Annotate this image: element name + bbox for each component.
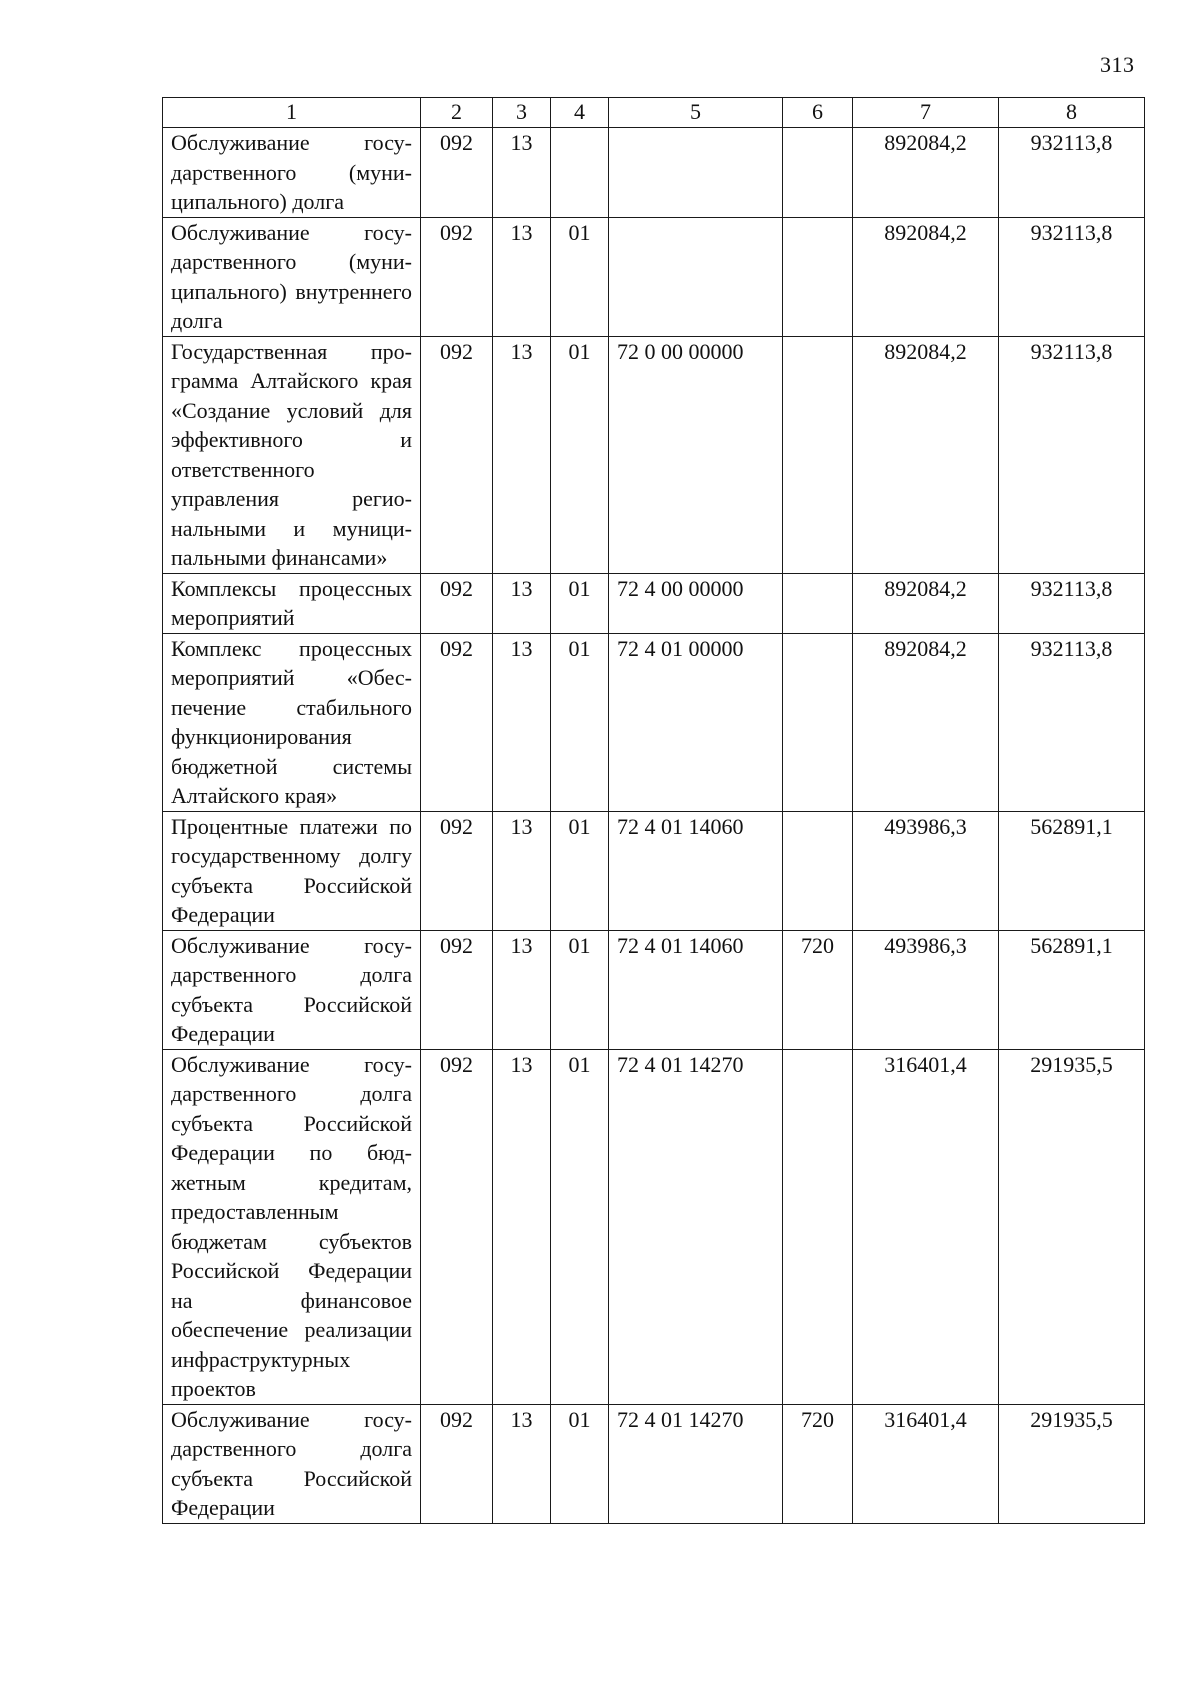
table-row: [163, 633, 1145, 811]
cell-subsection: 01: [551, 633, 609, 811]
cell-amount-1: 316401,4: [853, 1404, 999, 1523]
row-name: Государственная программа Алтайского края «Создание условий для эффективного и ответственного управления региональными и муниципальными финансами»: [163, 336, 421, 573]
cell-subsection: 01: [551, 930, 609, 1049]
cell-target-article: 72 0 00 00000: [609, 336, 783, 573]
header-col-2: 2: [421, 98, 493, 128]
cell-amount-1: 493986,3: [853, 811, 999, 930]
cell-amount-1: 316401,4: [853, 1049, 999, 1404]
page-number: 313: [1100, 52, 1135, 77]
table-row: [163, 128, 1145, 218]
row-name: Обслуживание государственного (муниципального) внутреннего долга: [163, 217, 421, 336]
cell-admin-code: 092: [421, 811, 493, 930]
header-col-5: 5: [609, 98, 783, 128]
table-row: [163, 336, 1145, 573]
cell-subsection: 01: [551, 336, 609, 573]
cell-admin-code: 092: [421, 336, 493, 573]
cell-amount-1: 892084,2: [853, 128, 999, 218]
cell-amount-2: 291935,5: [999, 1049, 1145, 1404]
cell-section: 13: [493, 573, 551, 633]
header-col-7: 7: [853, 98, 999, 128]
row-name: Обслуживание государственного долга субъекта Российской Федерации: [163, 930, 421, 1049]
cell-target-article: 72 4 01 14270: [609, 1404, 783, 1523]
cell-expense-type: 720: [783, 930, 853, 1049]
cell-target-article: [609, 217, 783, 336]
cell-admin-code: 092: [421, 1049, 493, 1404]
cell-expense-type: [783, 128, 853, 218]
cell-admin-code: 092: [421, 128, 493, 218]
cell-section: 13: [493, 1404, 551, 1523]
cell-amount-2: 562891,1: [999, 811, 1145, 930]
cell-target-article: 72 4 01 14060: [609, 930, 783, 1049]
cell-expense-type: 720: [783, 1404, 853, 1523]
cell-admin-code: 092: [421, 930, 493, 1049]
cell-amount-1: 892084,2: [853, 336, 999, 573]
cell-amount-2: 932113,8: [999, 336, 1145, 573]
row-name: Комплекс процессных мероприятий «Обеспечение стабильного функционирования бюджетной системы Алтайского края»: [163, 633, 421, 811]
cell-admin-code: 092: [421, 633, 493, 811]
row-name: Обслуживание государственного (муниципального) долга: [163, 128, 421, 218]
cell-expense-type: [783, 1049, 853, 1404]
table-row: [163, 1404, 1145, 1523]
cell-amount-2: 932113,8: [999, 217, 1145, 336]
header-col-8: 8: [999, 98, 1145, 128]
cell-subsection: 01: [551, 573, 609, 633]
row-name: Обслуживание государственного долга субъекта Российской Федерации по бюджетным кредитам, предоставленным бюджетам субъектов Российской Федерации на финансовое обеспечение реализации инфраструктурных проектов: [163, 1049, 421, 1404]
header-row: [163, 98, 1145, 128]
cell-admin-code: 092: [421, 573, 493, 633]
table-row: [163, 573, 1145, 633]
table-row: [163, 811, 1145, 930]
cell-admin-code: 092: [421, 217, 493, 336]
cell-amount-1: 493986,3: [853, 930, 999, 1049]
cell-section: 13: [493, 128, 551, 218]
cell-subsection: 01: [551, 1404, 609, 1523]
cell-amount-2: 932113,8: [999, 633, 1145, 811]
header-col-3: 3: [493, 98, 551, 128]
cell-subsection: [551, 128, 609, 218]
cell-subsection: 01: [551, 217, 609, 336]
cell-amount-2: 562891,1: [999, 930, 1145, 1049]
cell-target-article: 72 4 01 00000: [609, 633, 783, 811]
cell-amount-1: 892084,2: [853, 217, 999, 336]
cell-section: 13: [493, 217, 551, 336]
cell-target-article: 72 4 01 14270: [609, 1049, 783, 1404]
cell-subsection: 01: [551, 811, 609, 930]
row-name: Обслуживание государственного долга субъекта Российской Федерации: [163, 1404, 421, 1523]
cell-admin-code: 092: [421, 1404, 493, 1523]
cell-amount-1: 892084,2: [853, 573, 999, 633]
cell-expense-type: [783, 633, 853, 811]
header-col-4: 4: [551, 98, 609, 128]
cell-target-article: 72 4 00 00000: [609, 573, 783, 633]
cell-expense-type: [783, 217, 853, 336]
header-col-6: 6: [783, 98, 853, 128]
cell-expense-type: [783, 573, 853, 633]
cell-amount-2: 932113,8: [999, 573, 1145, 633]
header-col-1: 1: [163, 98, 421, 128]
row-name: Комплексы процессных мероприятий: [163, 573, 421, 633]
cell-amount-2: 291935,5: [999, 1404, 1145, 1523]
cell-section: 13: [493, 930, 551, 1049]
row-name: Процентные платежи по государственному долгу субъекта Российской Федерации: [163, 811, 421, 930]
cell-target-article: [609, 128, 783, 218]
cell-expense-type: [783, 811, 853, 930]
table-row: [163, 1049, 1145, 1404]
cell-subsection: 01: [551, 1049, 609, 1404]
table-body: [163, 128, 1145, 1524]
budget-table: [162, 97, 1145, 1524]
table-row: [163, 930, 1145, 1049]
cell-section: 13: [493, 1049, 551, 1404]
cell-amount-1: 892084,2: [853, 633, 999, 811]
table-header: [163, 98, 1145, 128]
table-row: [163, 217, 1145, 336]
cell-expense-type: [783, 336, 853, 573]
cell-section: 13: [493, 336, 551, 573]
cell-section: 13: [493, 811, 551, 930]
cell-section: 13: [493, 633, 551, 811]
cell-target-article: 72 4 01 14060: [609, 811, 783, 930]
cell-amount-2: 932113,8: [999, 128, 1145, 218]
